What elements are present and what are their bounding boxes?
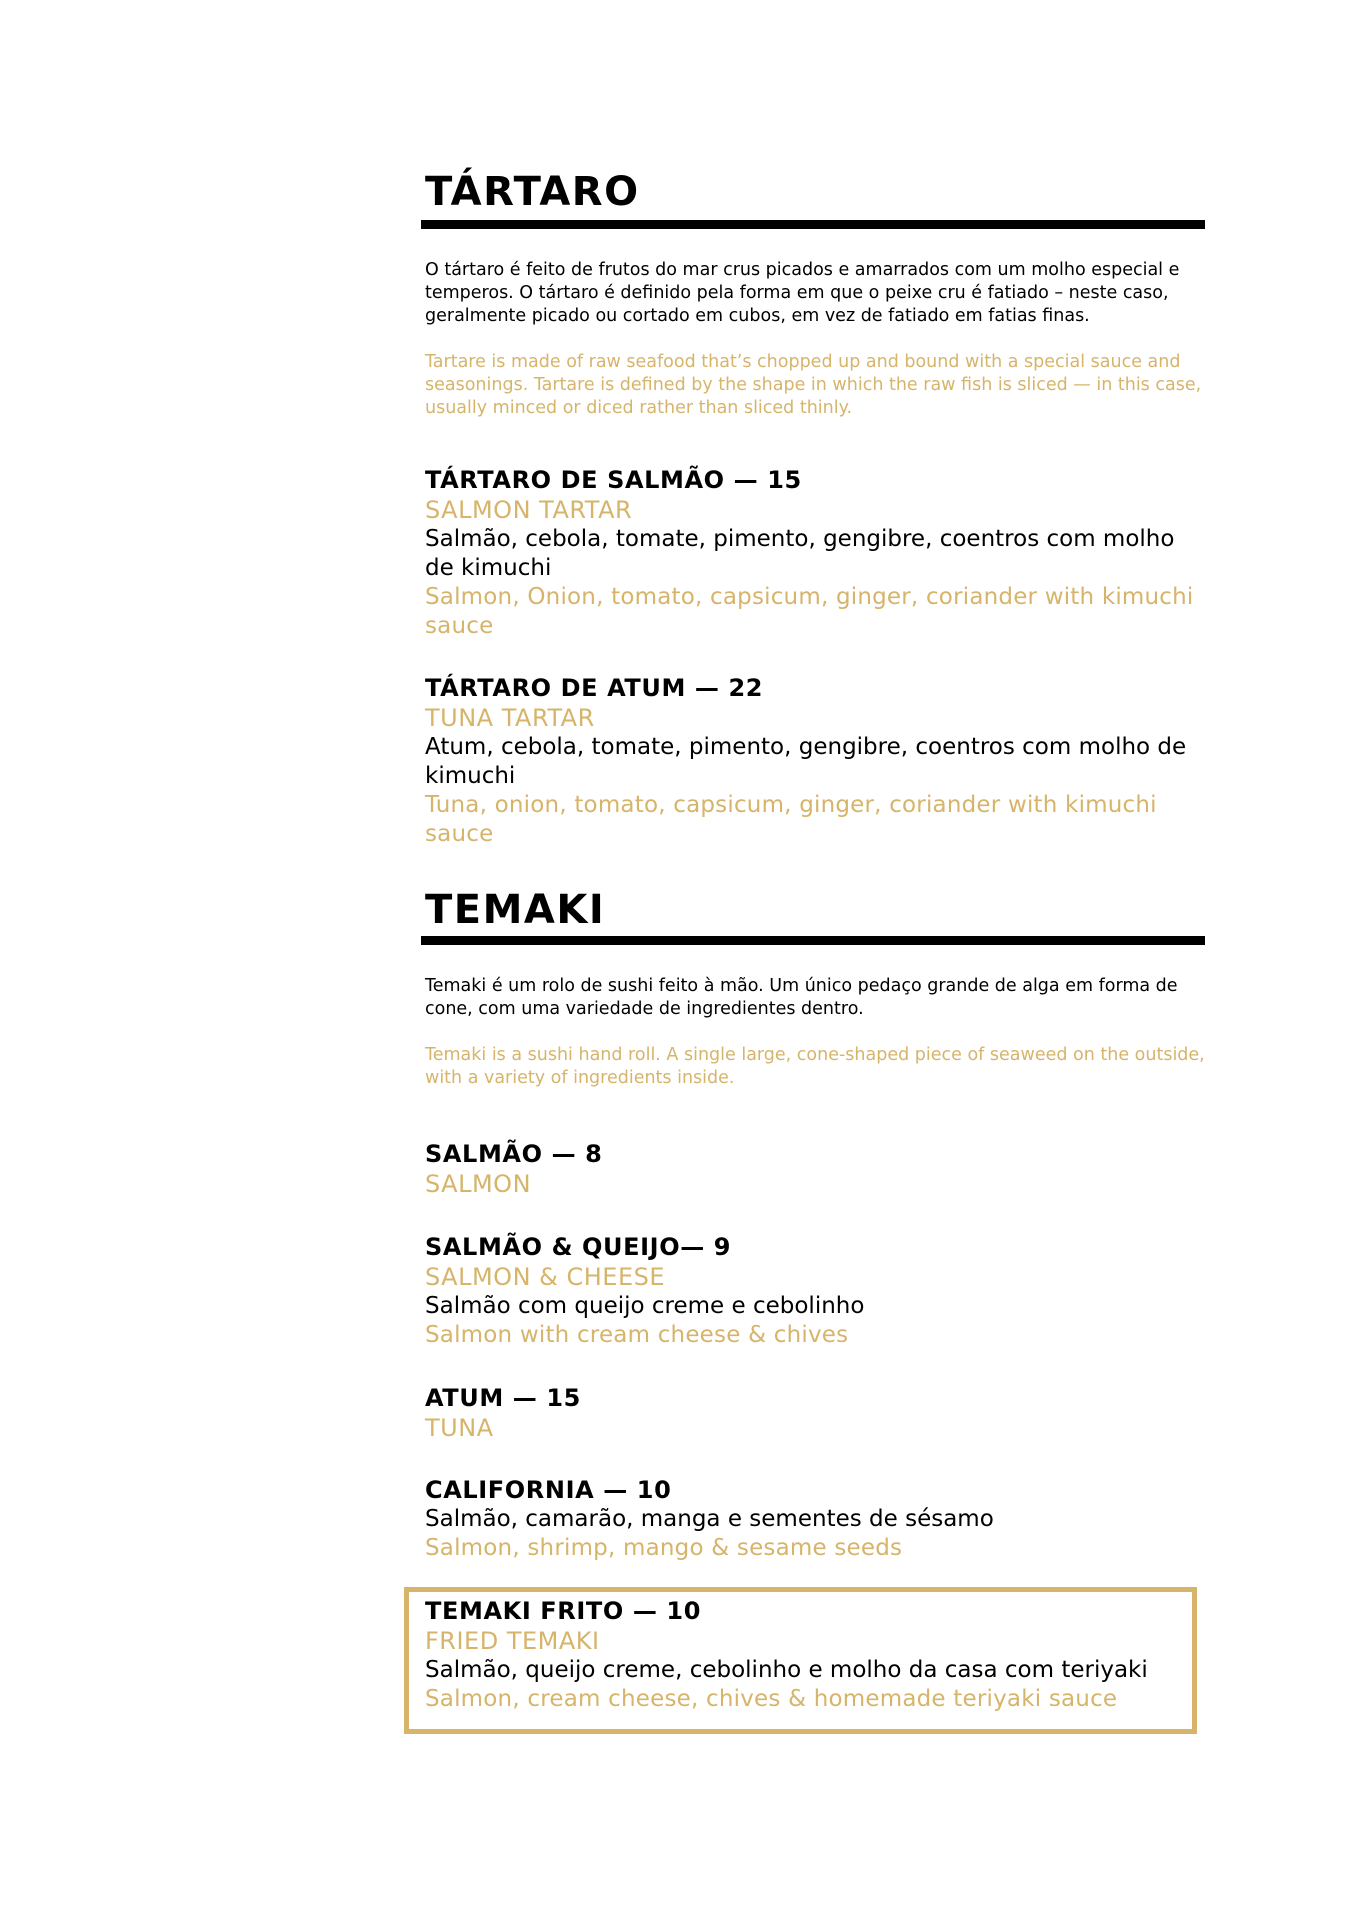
section-heading-temaki: TEMAKI [425, 887, 606, 933]
tartaro-intro-en: Tartare is made of raw seafood that’s chopped up and bound with a special sauce and seasonings. Tartare is defined by the shape in which the raw fish is sliced — in this case, usually minced or diced rather than sliced thinly. [425, 352, 1202, 418]
menu-item-description-pt: Salmão, queijo creme, cebolinho e molho da casa com teriyaki [425, 1657, 1148, 1683]
menu-item-description-pt: Salmão com queijo creme e cebolinho [425, 1293, 865, 1319]
menu-item-description-pt: Atum, cebola, tomate, pimento, gengibre, coentros com molho de kimuchi [425, 734, 1187, 789]
menu-item-title: CALIFORNIA — 10 [425, 1476, 672, 1504]
menu-item-subtitle: SALMON [425, 1170, 532, 1198]
menu-item-subtitle: FRIED TEMAKI [425, 1627, 600, 1655]
menu-item-temaki-atum [425, 1383, 1205, 1443]
section-divider-temaki [421, 936, 1205, 945]
menu-item-subtitle: SALMON & CHEESE [425, 1263, 666, 1291]
section-heading-tartaro: TÁRTARO [425, 169, 640, 215]
temaki-intro-en: Temaki is a sushi hand roll. A single large, cone-shaped piece of seaweed on the outside, with a variety of ingredients inside. [425, 1045, 1205, 1088]
tartaro-intro-pt: O tártaro é feito de frutos do mar crus picados e amarrados com um molho especial e temperos. O tártaro é definido pela forma em que o peixe cru é fatiado – neste caso, geralmente picado ou cortado em cubos, em vez de fatiado em fatias finas. [425, 260, 1180, 326]
menu-item-title: TÁRTARO DE SALMÃO — 15 [425, 466, 802, 494]
menu-item-description-en: Tuna, onion, tomato, capsicum, ginger, coriander with kimuchi sauce [425, 792, 1157, 847]
menu-item-description-en: Salmon, cream cheese, chives & homemade teriyaki sauce [425, 1686, 1118, 1712]
menu-item-temaki-california [425, 1475, 1205, 1563]
menu-item-description-en: Salmon with cream cheese & chives [425, 1322, 849, 1348]
menu-item-title: TÁRTARO DE ATUM — 22 [425, 674, 764, 702]
temaki-intro-pt: Temaki é um rolo de sushi feito à mão. Um único pedaço grande de alga em forma de cone, com uma variedade de ingredientes dentro. [425, 976, 1178, 1019]
menu-item-description-en: Salmon, shrimp, mango & sesame seeds [425, 1535, 903, 1561]
menu-item-title: ATUM — 15 [425, 1384, 581, 1412]
menu-item-temaki-salmao-queijo [425, 1232, 1205, 1350]
section-divider-tartaro [421, 220, 1205, 229]
menu-item-temaki-salmao [425, 1139, 1205, 1199]
menu-item-tartaro-atum [425, 673, 1205, 849]
menu-item-title: SALMÃO — 8 [425, 1140, 603, 1168]
menu-item-subtitle: TUNA [425, 1414, 494, 1442]
menu-item-tartaro-salmao [425, 465, 1205, 641]
menu-item-title: SALMÃO & QUEIJO— 9 [425, 1233, 732, 1261]
menu-item-title: TEMAKI FRITO — 10 [425, 1597, 701, 1625]
menu-item-subtitle: SALMON TARTAR [425, 496, 633, 524]
menu-item-temaki-frito [425, 1596, 1205, 1714]
menu-item-description-en: Salmon, Onion, tomato, capsicum, ginger, coriander with kimuchi sauce [425, 584, 1194, 639]
menu-item-description-pt: Salmão, cebola, tomate, pimento, gengibre, coentros com molho de kimuchi [425, 526, 1175, 581]
menu-item-subtitle: TUNA TARTAR [425, 704, 595, 732]
menu-item-description-pt: Salmão, camarão, manga e sementes de sésamo [425, 1506, 994, 1532]
